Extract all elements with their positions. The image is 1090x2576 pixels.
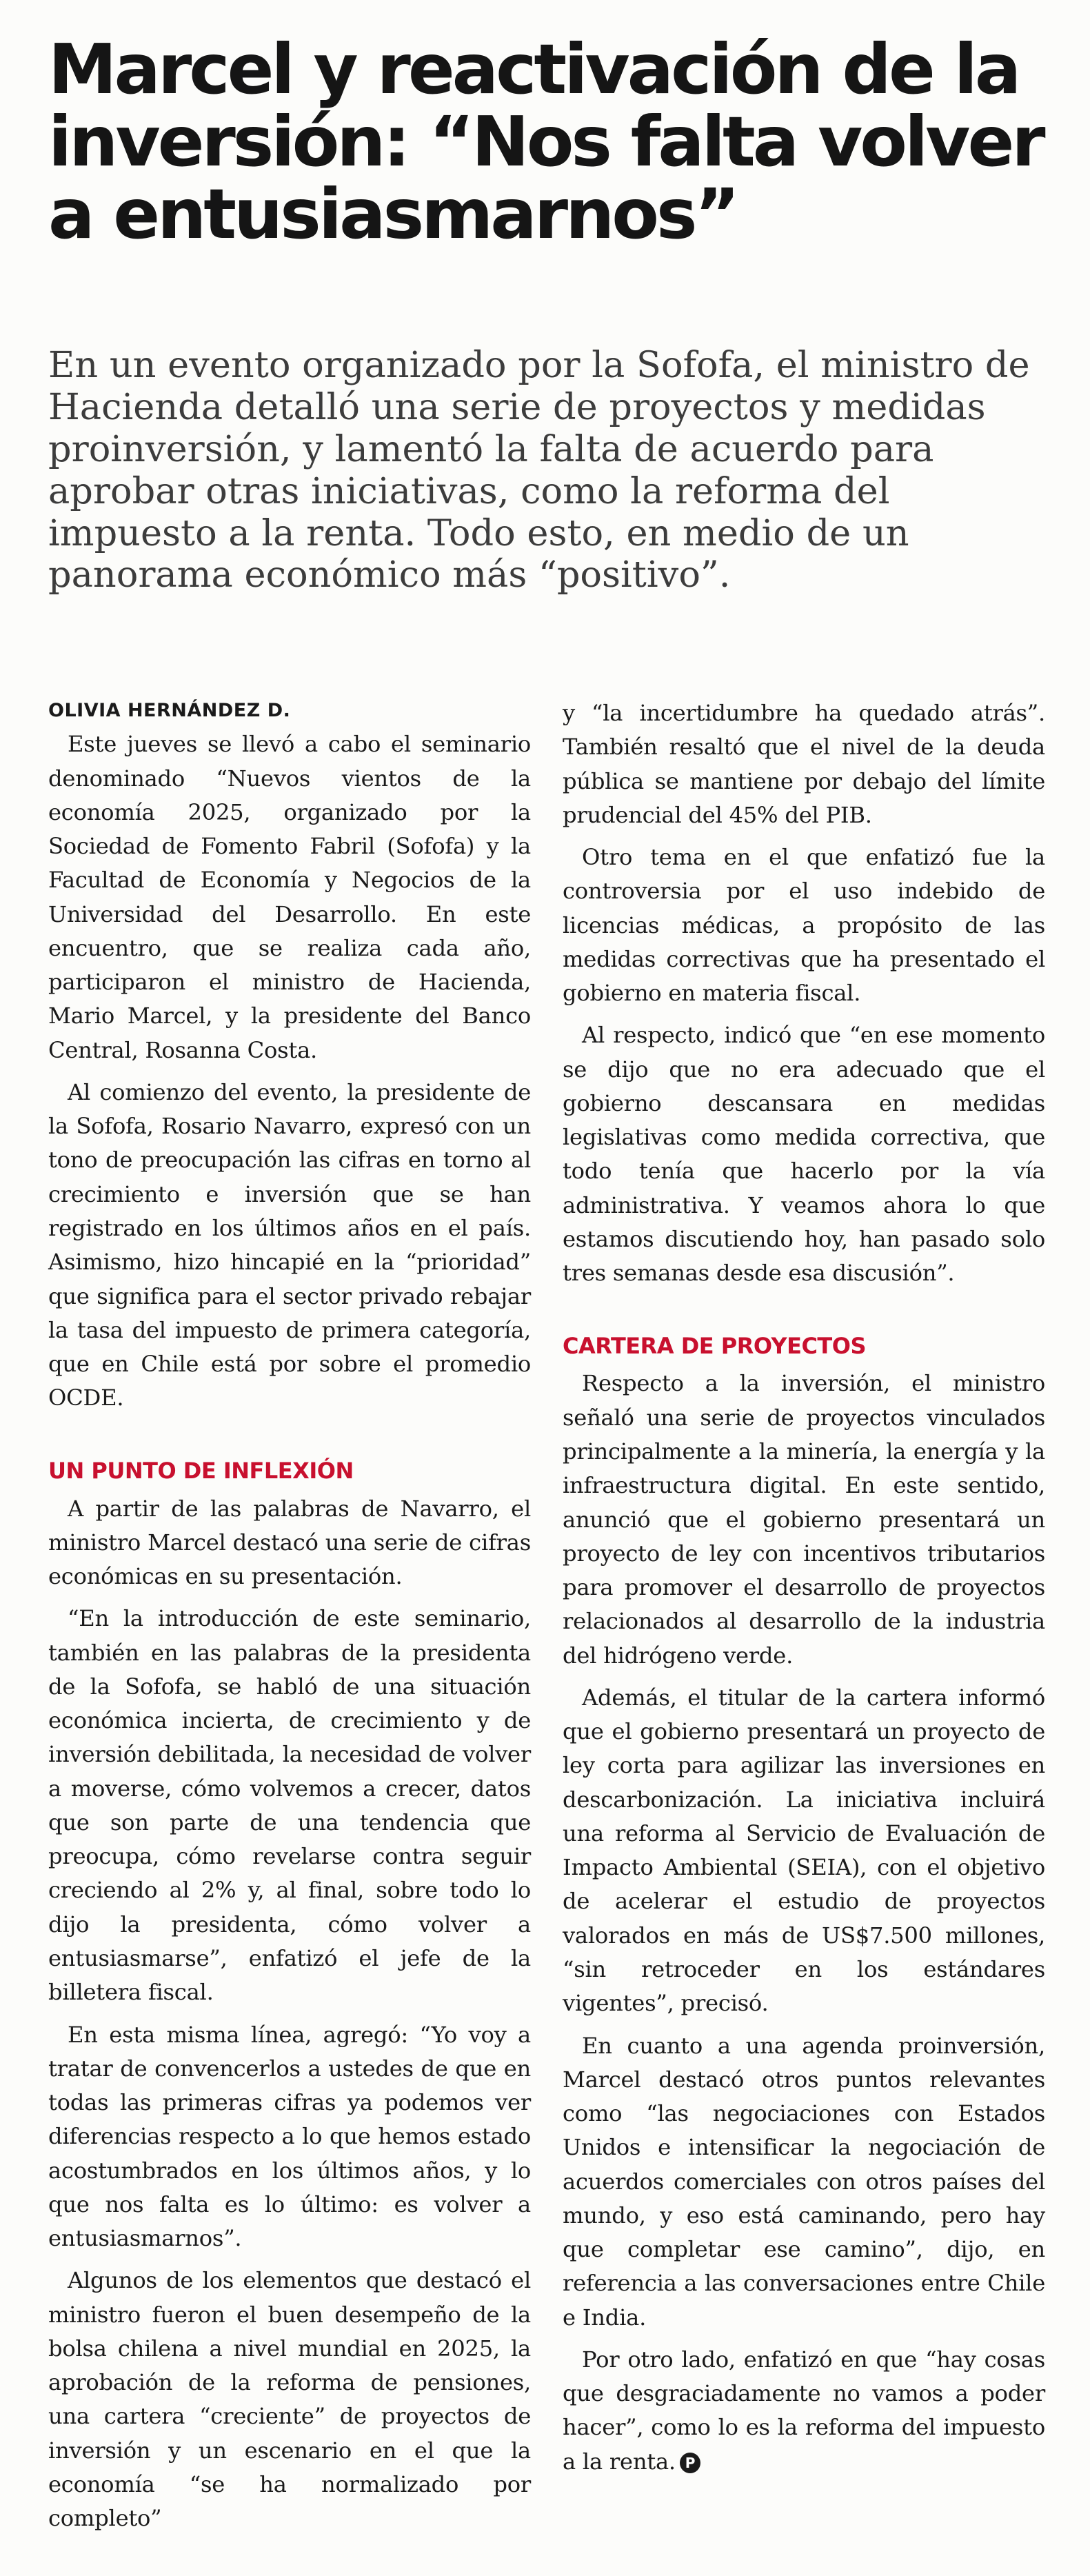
left-column <box>48 696 531 2544</box>
body-paragraph: A partir de las palabras de Navarro, el ministro Marcel destacó una serie de cifras económicas en su presentación. <box>48 1495 531 1590</box>
body-paragraph: Al comienzo del evento, la presidente de la Sofofa, Rosario Navarro, expresó con un tono de preocupación las cifras en torno al crecimiento e inversión que se han registrado en los últimos años en el país. Asimismo, hizo hincapié en la “prioridad” que significa para el sector privado rebajar la tasa del impuesto de primera categoría, que en Chile está por sobre el promedio OCDE. <box>48 1078 531 1411</box>
body-paragraph: Otro tema en el que enfatizó fue la controversia por el uso indebido de licencias médicas, a propósito de las medidas correctivas que ha presentado el gobierno en materia fiscal. <box>563 844 1045 1007</box>
body-paragraph: Además, el titular de la cartera informó que el gobierno presentará un proyecto de ley corta para agilizar las inversiones en descarbonización. La iniciativa incluirá una reforma al Servicio de Evaluación de Impacto Ambiental (SEIA), con el objetivo de acelerar el estudio de proyectos valorados en más de US$7.500 millones, “sin retroceder en los estándares vigentes”, precisó. <box>563 1684 1045 2017</box>
headline: Marcel y reactivación de la inversión: “Nos falta volver a entusiasmarnos” <box>48 29 1043 254</box>
section-subhead: CARTERA DE PROYECTOS <box>563 1332 866 1359</box>
byline: OLIVIA HERNÁNDEZ D. <box>48 700 291 721</box>
body-paragraph: En esta misma línea, agregó: “Yo voy a tratar de convencerlos a ustedes de que en todas las primeras cifras ya podemos ver diferencias respecto a lo que hemos estado acostumbrados en los últimos años, y lo que nos falta es lo último: es volver a entusiasmarnos”. <box>48 2021 531 2252</box>
lead-paragraph: En un evento organizado por la Sofofa, el ministro de Hacienda detalló una serie de proyectos y medidas proinversión, y lamentó la falta de acuerdo para aprobar otras iniciativas, como la reforma del impuesto a la renta. Todo esto, en medio de un panorama económico más “positivo”. <box>48 344 1030 596</box>
section-subhead: UN PUNTO DE INFLEXIÓN <box>48 1457 354 1484</box>
body-paragraph: Algunos de los elementos que destacó el ministro fueron el buen desempeño de la bolsa chilena a nivel mundial en 2025, la aprobación de la reforma de pensiones, una cartera “creciente” de proyectos de inversión y un escenario en el que la economía “se ha normalizado por completo” <box>48 2267 531 2532</box>
body-paragraph: y “la incertidumbre ha quedado atrás”. También resaltó que el nivel de la deuda pública se mantiene por debajo del límite prudencial del 45% del PIB. <box>563 700 1045 828</box>
body-paragraph: “En la introducción de este seminario, también en las palabras de la presidenta de la Sofofa, se habló de una situación económica incierta, de crecimiento y de inversión debilitada, la necesidad de volver a moverse, cómo volvemos a crecer, datos que son parte de una tendencia que preocupa, cómo revelarse contra seguir creciendo al 2% y, al final, sobre todo lo dijo la presidenta, cómo volver a entusiasmarse”, enfatizó el jefe de la billetera fiscal. <box>48 1605 531 2006</box>
body-paragraph: Este jueves se llevó a cabo el seminario denominado “Nuevos vientos de la economía 2025, organizado por la Sociedad de Fomento Fabril (Sofofa) y la Facultad de Economía y Negocios de la Universidad del Desarrollo. En este encuentro, que se realiza cada año, participaron el ministro de Hacienda, Mario Marcel, y la presidente del Banco Central, Rosanna Costa. <box>48 731 531 1063</box>
body-paragraph: Respecto a la inversión, el ministro señaló una serie de proyectos vinculados principalmente a la minería, la energía y la infraestructura digital. En este sentido, anunció que el gobierno presentará un proyecto de ley con incentivos tributarios para promover el desarrollo de proyectos relacionados al desarrollo de la industria del hidrógeno verde. <box>563 1370 1045 1669</box>
end-of-article-icon: P <box>680 2453 700 2473</box>
body-paragraph: Al respecto, indicó que “en ese momento se dijo que no era adecuado que el gobierno descansara en medidas legislativas como medida correctiva, que todo tenía que hacerlo por la vía administrativa. Y veamos ahora lo que estamos discutiendo hoy, han pasado solo tres semanas desde esa discusión”. <box>563 1022 1045 1287</box>
body-paragraph: En cuanto a una agenda proinversión, Marcel destacó otros puntos relevantes como “las negociaciones con Estados Unidos e intensificar la negociación de acuerdos comerciales con otros países del mundo, y eso está caminando, pero hay que completar ese camino”, dijo, en referencia a las conversaciones entre Chile e India. <box>563 2032 1045 2331</box>
right-column <box>563 696 1045 2487</box>
final-paragraph-text: Por otro lado, enfatizó en que “hay cosas que desgraciadamente no vamos a poder hacer”, como lo es la reforma del impuesto a la renta. <box>563 2346 1045 2475</box>
body-paragraph-final <box>563 2343 1045 2479</box>
